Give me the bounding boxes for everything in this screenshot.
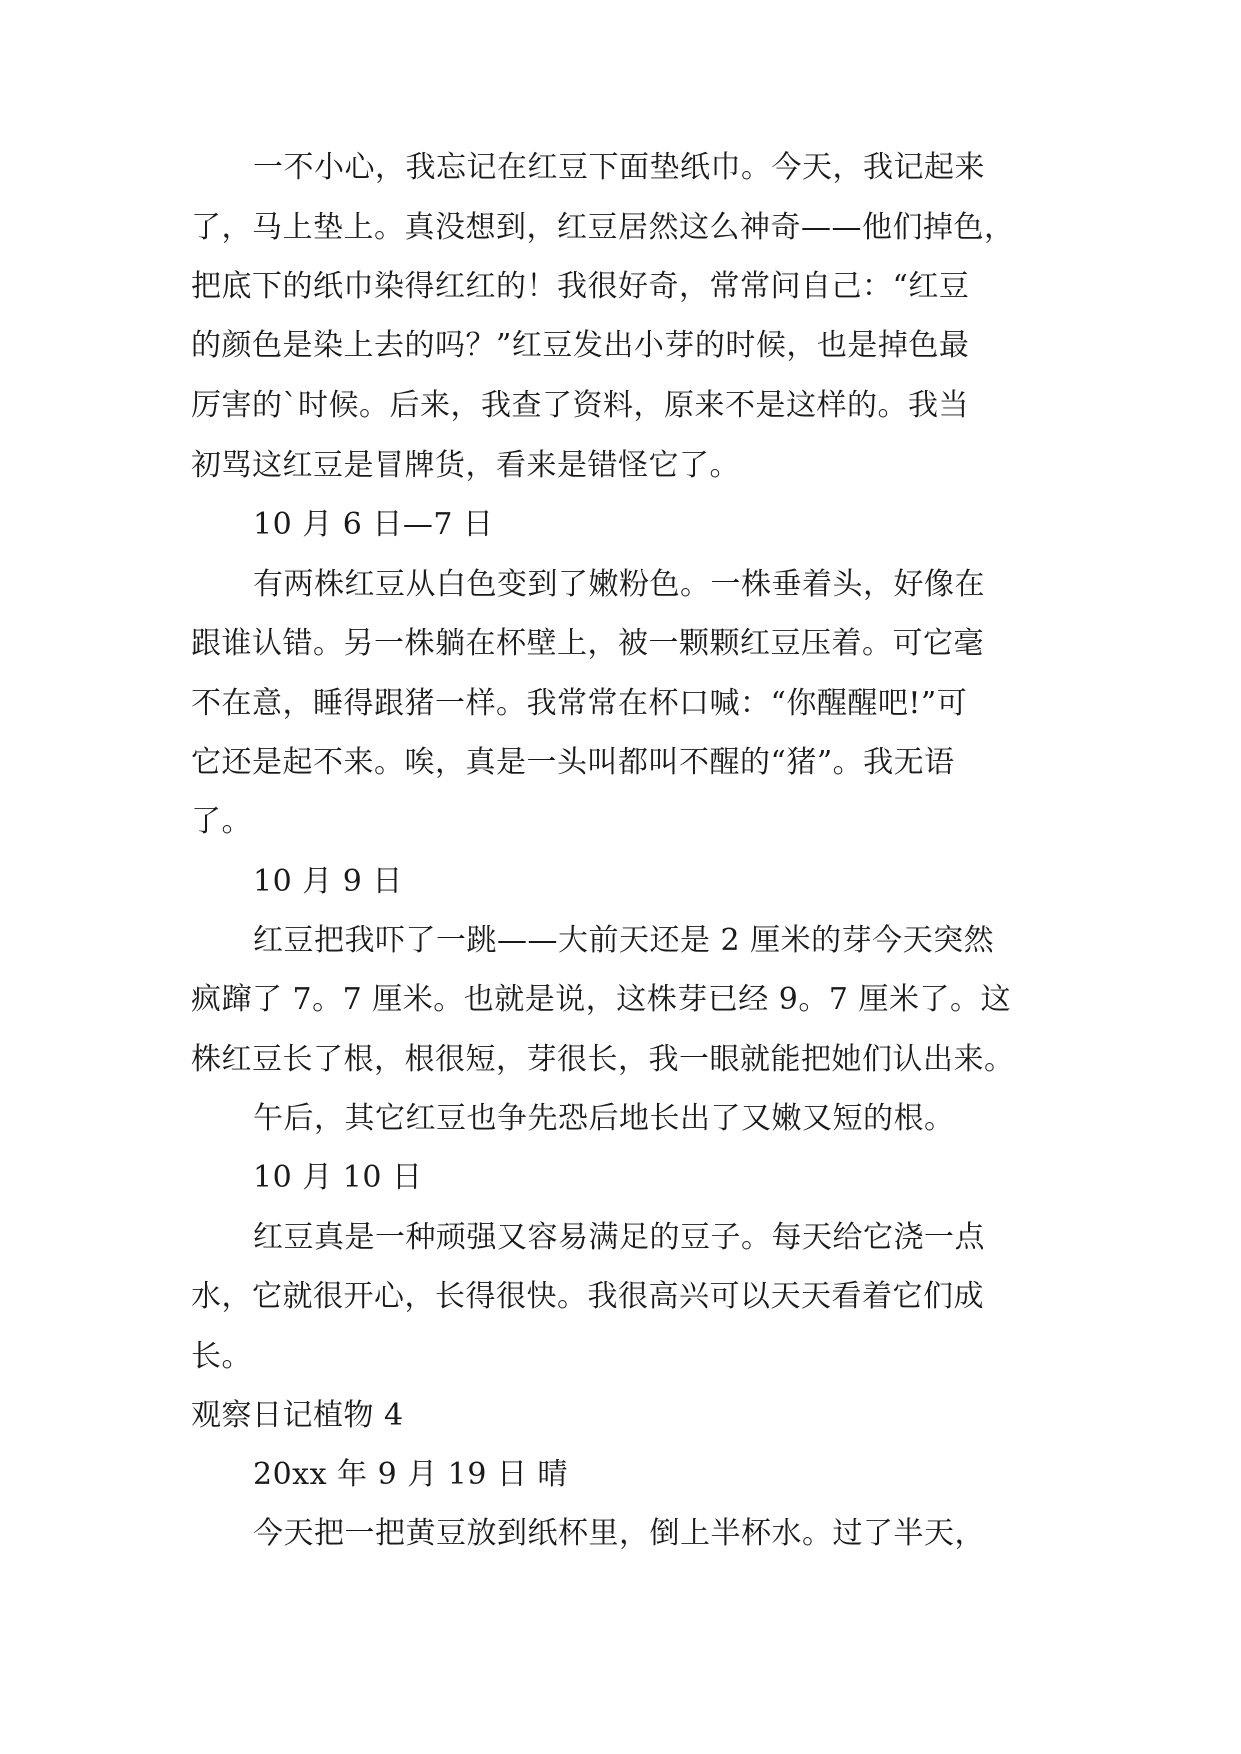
paragraph-line: 不在意，睡得跟猪一样。我常常在杯口喊：“你醒醒吧!”可 [191,686,968,721]
paragraph-line: 红豆真是一种顽强又容易满足的豆子。每天给它浇一点 [253,1220,985,1255]
paragraph-line: 午后，其它红豆也争先恐后地长出了又嫩又短的根。 [253,1101,955,1136]
paragraph-line: 把底下的纸巾染得红红的！我很好奇，常常问自己：“红豆 [191,269,970,304]
paragraph-line: 跟谁认错。另一株躺在杯壁上，被一颗颗红豆压着。可它毫 [191,626,984,661]
paragraph-line: 水，它就很开心，长得很快。我很高兴可以天天看着它们成 [191,1279,984,1314]
date-heading: 20xx 年 9 月 19 日 晴 [253,1457,568,1492]
paragraph-line: 株红豆长了根，根很短，芽很长，我一眼就能把她们认出来。 [191,1042,1015,1077]
paragraph-line: 厉害的`时候。后来，我查了资料，原来不是这样的。我当 [191,388,969,423]
paragraph-line: 一不小心，我忘记在红豆下面垫纸巾。今天，我记起来 [253,150,985,185]
section-title: 观察日记植物 4 [191,1398,404,1433]
paragraph-line: 了，马上垫上。真没想到，红豆居然这么神奇——他们掉色， [191,210,1015,245]
paragraph-line: 今天把一把黄豆放到纸杯里，倒上半杯水。过了半天， [253,1516,985,1551]
date-heading: 10 月 9 日 [253,864,403,899]
paragraph-line: 了。 [191,804,252,839]
paragraph-line: 有两株红豆从白色变到了嫩粉色。一株垂着头，好像在 [253,567,985,602]
paragraph-line: 红豆把我吓了一跳——大前天还是 2 厘米的芽今天突然 [253,923,995,958]
paragraph-line: 的颜色是染上去的吗？”红豆发出小芽的时候，也是掉色最 [191,328,970,363]
paragraph-line: 初骂这红豆是冒牌货，看来是错怪它了。 [191,448,740,483]
date-heading: 10 月 6 日—7 日 [253,507,494,542]
paragraph-line: 疯蹿了 7。7 厘米。也就是说，这株芽已经 9。7 厘米了。这 [191,982,1011,1017]
date-heading: 10 月 10 日 [253,1160,423,1195]
paragraph-line: 它还是起不来。唉，真是一头叫都叫不醒的“猪”。我无语 [191,745,955,780]
paragraph-line: 长。 [191,1339,252,1374]
